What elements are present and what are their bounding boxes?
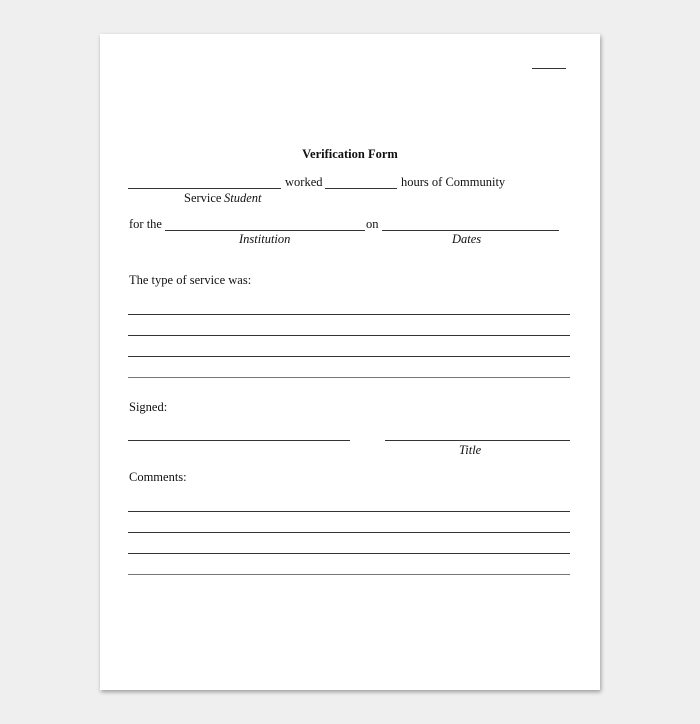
title-caption: Title xyxy=(459,443,482,457)
service-type-line-1[interactable] xyxy=(128,314,570,315)
comments-line-4[interactable] xyxy=(128,574,570,575)
service-type-line-3[interactable] xyxy=(128,356,570,357)
dates-caption: Dates xyxy=(452,232,482,246)
student-name-blank[interactable] xyxy=(128,188,281,189)
service-type-label: The type of service was: xyxy=(129,273,252,287)
service-type-line-4[interactable] xyxy=(128,377,570,378)
student-caption: Student xyxy=(224,191,262,205)
hours-community-text: hours of Community xyxy=(401,175,506,189)
signature-blank[interactable] xyxy=(128,440,350,441)
for-the-text: for the xyxy=(129,217,162,231)
service-text: Service xyxy=(184,191,222,205)
institution-blank[interactable] xyxy=(165,230,365,231)
dates-blank[interactable] xyxy=(382,230,559,231)
page-number-blank xyxy=(532,68,566,69)
institution-caption: Institution xyxy=(239,232,291,246)
on-text: on xyxy=(366,217,379,231)
service-type-line-2[interactable] xyxy=(128,335,570,336)
title-blank[interactable] xyxy=(385,440,570,441)
form-page xyxy=(100,34,600,690)
hours-blank[interactable] xyxy=(325,188,397,189)
form-title: Verification Form xyxy=(302,147,398,161)
signed-label: Signed: xyxy=(129,400,168,414)
comments-line-2[interactable] xyxy=(128,532,570,533)
worked-text: worked xyxy=(285,175,323,189)
comments-line-1[interactable] xyxy=(128,511,570,512)
comments-label: Comments: xyxy=(129,470,187,484)
comments-line-3[interactable] xyxy=(128,553,570,554)
